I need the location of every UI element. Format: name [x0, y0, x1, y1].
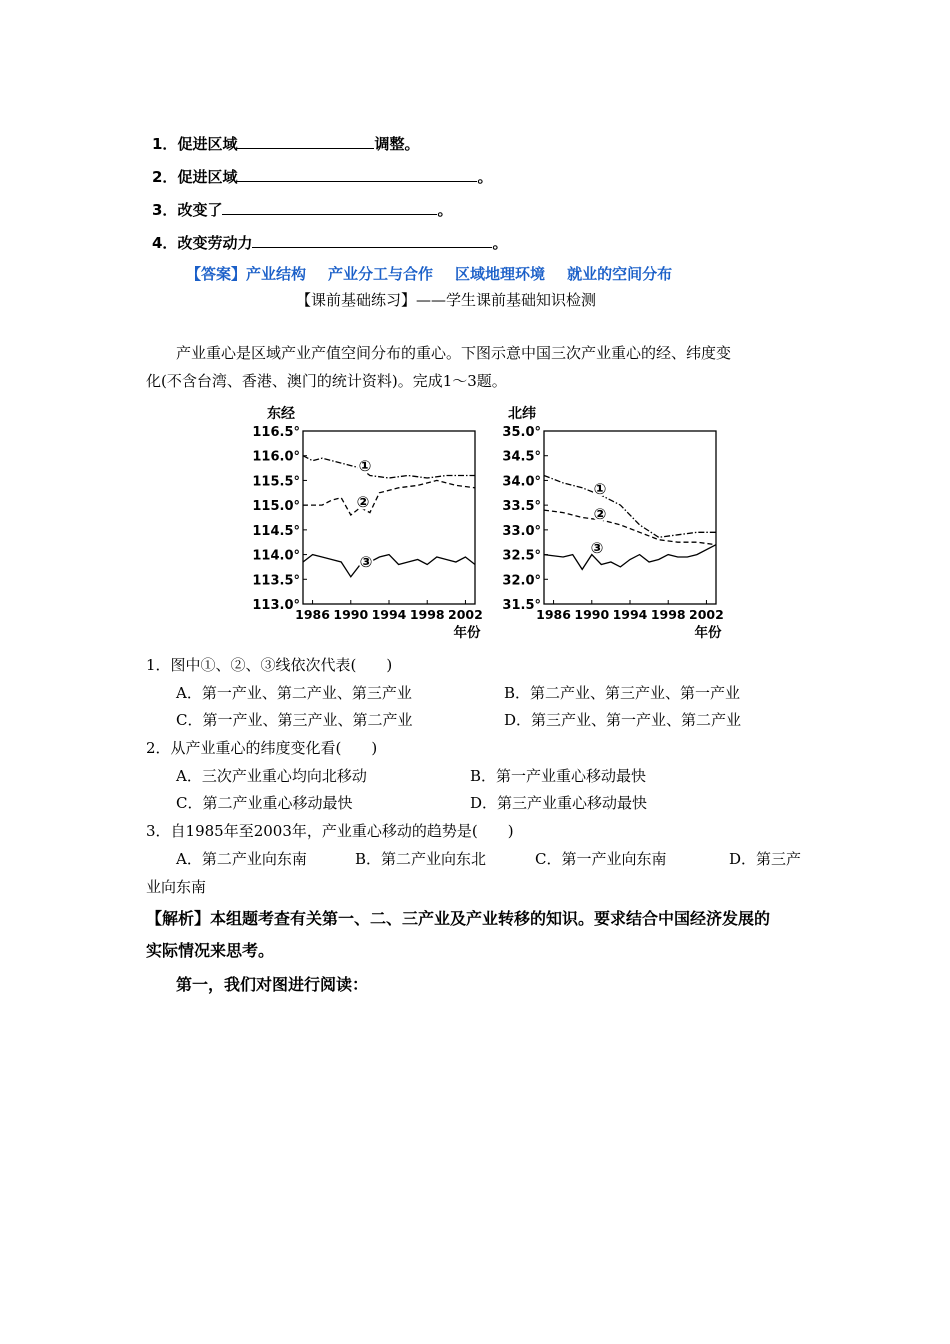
answer-tag: 【答案】	[186, 265, 247, 283]
q3-option-b[interactable]: B．第二产业向东北	[355, 850, 487, 868]
y-tick-label: 35.0°	[502, 425, 541, 440]
series-line	[303, 456, 475, 478]
x-axis-label: 年份	[453, 625, 481, 641]
item-suffix: 。	[492, 234, 508, 252]
answer-blank[interactable]	[252, 233, 492, 248]
item-prefix: 改变劳动力	[177, 234, 253, 252]
fill-item-1	[152, 133, 419, 154]
plot-frame	[544, 431, 716, 604]
analysis-line-3: 第一，我们对图进行阅读：	[176, 975, 369, 994]
answer-blank[interactable]	[237, 134, 374, 149]
series-line	[544, 545, 716, 570]
analysis-text: 本组题考查有关第一、二、三产业及产业转移的知识。要求结合中国经济发展的	[210, 909, 771, 928]
series-label: ①	[358, 457, 372, 475]
x-tick-label: 1994	[612, 607, 648, 622]
y-tick-label: 32.5°	[502, 548, 541, 564]
y-tick-label: 32.0°	[502, 573, 541, 589]
section-title: 【课前基础练习】——学生课前基础知识检测	[296, 291, 597, 309]
q1-option-c[interactable]: C．第一产业、第三产业、第二产业	[176, 711, 413, 729]
plot-frame	[303, 431, 475, 604]
fill-item-4	[152, 232, 507, 253]
series-label: ②	[356, 493, 370, 511]
question-2-stem: 2．从产业重心的纬度变化看( )	[146, 739, 378, 757]
y-tick-label: 113.5°	[252, 573, 300, 589]
y-tick-label: 31.5°	[502, 598, 541, 613]
intro-line-2: 化(不含台湾、香港、澳门的统计资料)。完成1～3题。	[146, 372, 507, 390]
series-line	[303, 480, 475, 515]
x-tick-label: 1986	[536, 607, 571, 622]
series-label: ②	[593, 505, 607, 523]
y-tick-label: 116.5°	[252, 425, 300, 440]
intro-line-1: 产业重心是区域产业产值空间分布的重心。下图示意中国三次产业重心的经、纬度变	[176, 344, 732, 362]
answer-line	[186, 263, 694, 284]
q2-option-c[interactable]: C．第二产业重心移动最快	[176, 794, 353, 812]
series-label: ①	[593, 480, 607, 498]
fill-item-3	[152, 199, 452, 220]
y-tick-label: 116.0°	[252, 449, 300, 465]
y-tick-label: 33.5°	[502, 499, 541, 515]
item-prefix: 改变了	[177, 201, 223, 219]
item-number: 4．	[152, 234, 178, 252]
q3-option-c[interactable]: C．第一产业向东南	[535, 850, 667, 868]
q2-option-a[interactable]: A．三次产业重心均向北移动	[176, 767, 367, 785]
q1-option-d[interactable]: D．第三产业、第一产业、第二产业	[504, 711, 742, 729]
item-number: 3．	[152, 201, 178, 219]
fill-item-2	[152, 166, 492, 187]
x-axis-label: 年份	[694, 625, 722, 641]
analysis-line-1	[146, 906, 770, 929]
series-line	[303, 555, 475, 577]
answer-item: 产业结构	[246, 265, 307, 283]
answer-item: 区域地理环境	[455, 265, 546, 283]
series-label: ③	[590, 539, 604, 557]
x-tick-label: 1998	[409, 607, 445, 622]
analysis-line-2: 实际情况来思考。	[146, 941, 275, 960]
item-prefix: 促进区域	[177, 135, 238, 153]
x-tick-label: 1990	[574, 607, 610, 622]
centroid-charts	[240, 398, 760, 648]
y-tick-label: 115.0°	[252, 499, 300, 515]
item-suffix: 。	[437, 201, 453, 219]
x-tick-label: 1998	[650, 607, 686, 622]
x-tick-label: 1990	[333, 607, 369, 622]
answer-blank[interactable]	[222, 200, 437, 215]
y-tick-label: 114.5°	[252, 523, 300, 539]
answer-item: 就业的空间分布	[567, 265, 673, 283]
x-tick-label: 1994	[371, 607, 407, 622]
y-tick-label: 33.0°	[502, 523, 541, 539]
y-tick-label: 34.5°	[502, 449, 541, 465]
y-tick-label: 113.0°	[252, 598, 300, 613]
question-1-stem: 1．图中①、②、③线依次代表( )	[146, 656, 393, 674]
x-tick-label: 1986	[295, 607, 330, 622]
y-tick-label: 114.0°	[252, 548, 300, 564]
axis-title: 东经	[267, 406, 295, 422]
y-tick-label: 115.5°	[252, 474, 300, 490]
answer-item: 产业分工与合作	[328, 265, 434, 283]
analysis-tag: 【解析】	[146, 909, 211, 928]
q2-option-b[interactable]: B．第一产业重心移动最快	[470, 767, 647, 785]
q2-option-d[interactable]: D．第三产业重心移动最快	[470, 794, 648, 812]
axis-title: 北纬	[508, 406, 536, 422]
item-suffix: 调整。	[374, 135, 420, 153]
x-tick-label: 2002	[689, 607, 724, 622]
item-prefix: 促进区域	[177, 168, 238, 186]
q3-option-d-continued: 业向东南	[146, 878, 207, 896]
item-number: 2．	[152, 168, 178, 186]
item-number: 1．	[152, 135, 178, 153]
question-3-stem: 3．自1985年至2003年，产业重心移动的趋势是( )	[146, 822, 514, 840]
x-tick-label: 2002	[448, 607, 483, 622]
y-tick-label: 34.0°	[502, 474, 541, 490]
q3-option-d[interactable]: D．第三产	[729, 850, 802, 868]
q1-option-b[interactable]: B．第二产业、第三产业、第一产业	[504, 684, 741, 702]
series-label: ③	[359, 553, 373, 571]
q3-option-a[interactable]: A．第二产业向东南	[176, 850, 307, 868]
item-suffix: 。	[477, 168, 493, 186]
q1-option-a[interactable]: A．第一产业、第二产业、第三产业	[176, 684, 412, 702]
answer-blank[interactable]	[237, 167, 477, 182]
